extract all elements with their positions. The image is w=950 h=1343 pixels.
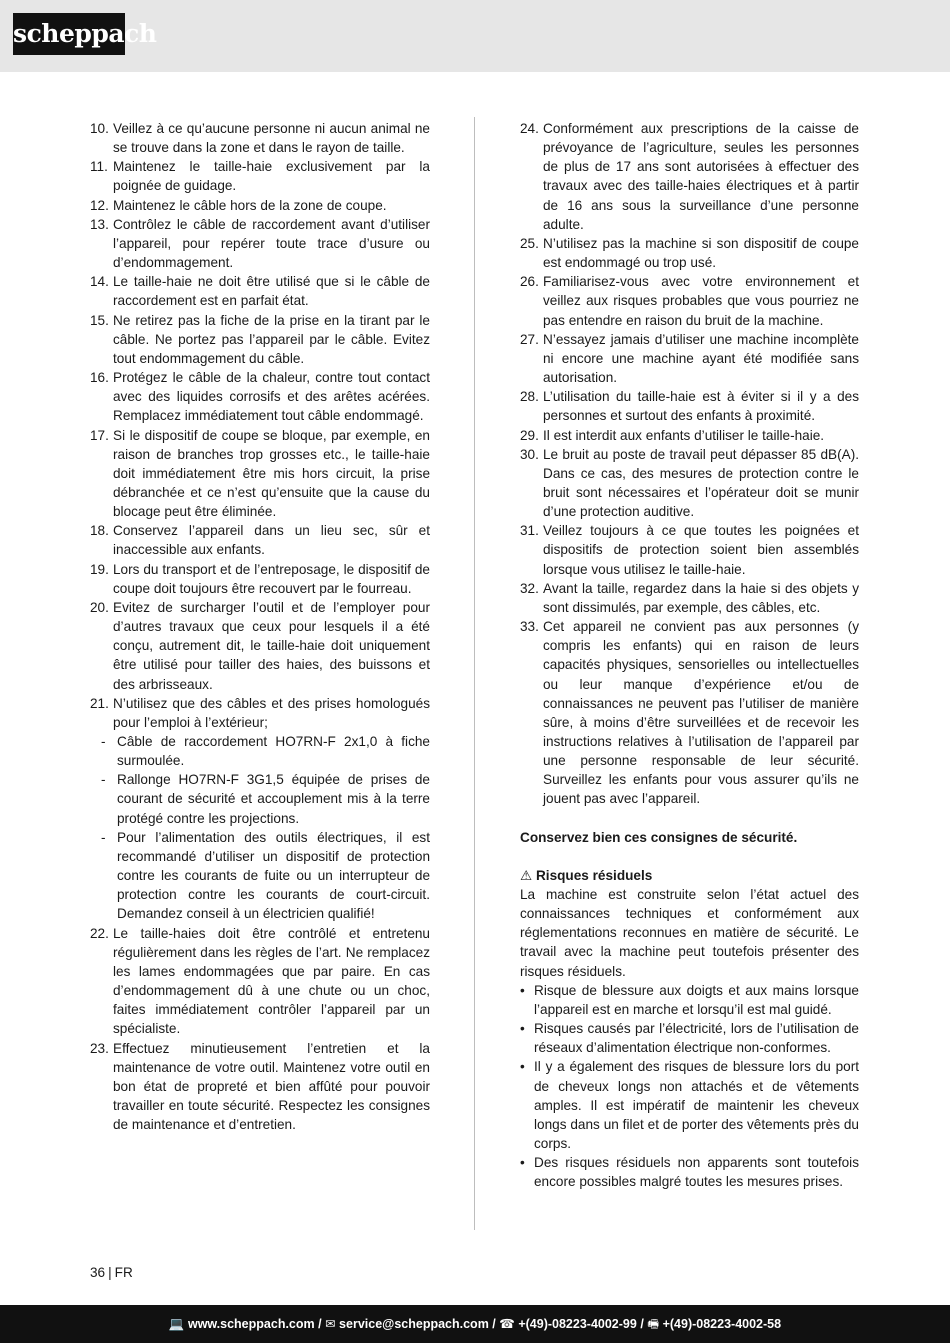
safety-list-item — [520, 521, 859, 578]
safety-list-item-text: Familiarisez-vous avec votre environnement et veillez aux risques probables que vous pourriez ne pas entendre en raison du bruit de la machine. — [543, 274, 859, 328]
safety-list-item — [520, 426, 859, 445]
safety-sub-item — [90, 770, 430, 827]
safety-list-item-marker: 25. — [520, 235, 539, 251]
safety-list-item-text: Contrôlez le câble de raccordement avant d’utiliser l’appareil, pour repérer toute trace d’usure ou d’endommagement. — [113, 216, 430, 271]
scheppach-logo: scheppach — [13, 13, 125, 55]
column-divider — [474, 117, 475, 1230]
safety-list-item-marker: 20. — [90, 599, 109, 615]
residual-risk-item-marker: • — [520, 1021, 525, 1037]
safety-list-item-marker: 22. — [90, 925, 109, 941]
safety-list-item-text: Ne retirez pas la fiche de la prise en la tirant par le câble. Ne portez pas l’appareil par le câble. Evitez tout endommagement du câble. — [113, 312, 430, 366]
residual-risk-item-text: Risque de blessure aux doigts et aux mains lorsque l’appareil est en marche et lorsqu’il est mal guidé. — [534, 982, 859, 1017]
keep-instructions-note: Conservez bien ces consignes de sécurité. — [520, 829, 798, 845]
residual-risk-item — [520, 981, 859, 1019]
safety-list-item-marker: 30. — [520, 446, 539, 462]
residual-risks-intro: La machine est construite selon l’état actuel des connaissances techniques et conformément aux réglementations reconnues en matière de sécurité. Le travail avec la machine peut toutefois présenter des risques résiduels. — [520, 886, 859, 979]
safety-list-item-text: Avant la taille, regardez dans la haie si des objets y sont dissimulés, par exemple, des câbles, etc. — [543, 580, 859, 615]
safety-list-item — [520, 234, 859, 272]
safety-list-item — [90, 196, 430, 215]
residual-risk-item-marker: • — [520, 1155, 525, 1171]
residual-risks-heading — [520, 866, 859, 885]
safety-list-item — [90, 694, 430, 732]
safety-list-item — [90, 1039, 430, 1135]
safety-list-item-marker: 32. — [520, 580, 539, 596]
safety-list-item-marker: 21. — [90, 695, 109, 711]
fax-icon: 🖷 — [647, 1317, 660, 1331]
safety-sub-item-marker: - — [101, 772, 106, 788]
page-number-separator: | — [108, 1265, 112, 1280]
footer-separator: / — [640, 1317, 644, 1331]
page-number-value: 36 — [90, 1265, 106, 1280]
safety-list-item — [90, 560, 430, 598]
safety-list-item-text: Le taille-haies doit être contrôlé et entretenu régulièrement dans les règles de l’art. Ne remplacez les lames endommagées que par paire. En cas d’endommagement dû à une chute ou un choc, faites immédiatement contrôler l’appareil par un spécialiste. — [113, 925, 430, 1037]
safety-list-item-marker: 15. — [90, 312, 109, 328]
residual-risk-item-marker: • — [520, 982, 525, 998]
mail-icon: ✉ — [325, 1317, 336, 1331]
safety-list-item-marker: 12. — [90, 197, 109, 213]
footer-fax: +(49)-08223-4002-58 — [662, 1317, 782, 1331]
safety-list-item — [520, 119, 859, 234]
safety-list-item-text: Maintenez le câble hors de la zone de coupe. — [113, 197, 387, 213]
safety-list-item — [520, 387, 859, 425]
safety-list-item-marker: 27. — [520, 331, 539, 347]
safety-list-item-marker: 23. — [90, 1040, 109, 1056]
residual-risk-item-text: Risques causés par l’électricité, lors de l’utilisation de réseaux d’alimentation électrique non-conformes. — [534, 1021, 859, 1056]
safety-list-item-text: Protégez le câble de la chaleur, contre tout contact avec des liquides corrosifs et des arêtes acérées. Remplacez immédiatement tout câble endommagé. — [113, 370, 430, 424]
safety-list-item-text: Cet appareil ne convient pas aux personnes (y compris les enfants) qui en raison de leurs capacités physiques, sensorielles ou intellectuelles ou leur manque d’expérience et/ou de connaissances ne peuvent pas l’utiliser de manière sûre, à moins d’être surveillées et de recevoir les instructions relatives à l’utilisation de l’appareil par une personne responsable de leur sécurité. Surveillez les enfants pour vous assurer qu’ils ne jouent pas avec l’appareil. — [543, 619, 859, 807]
safety-list-item-text: Evitez de surcharger l’outil et de l’employer pour d’autres travaux que ceux pour lesquels il a été conçu, autrement dit, le taille-haie doit uniquement être utilisé pour tailler des haies, des buissons et des arbrisseaux. — [113, 599, 430, 692]
safety-list-item-text: Si le dispositif de coupe se bloque, par exemple, en raison de branches trop grosses etc., le taille-haie doit immédiatement être mis hors circuit, la prise débranchée et ce n’est qu’ensuite que la cause du blocage peut être éliminée. — [113, 427, 430, 520]
safety-list-item-marker: 33. — [520, 619, 539, 635]
safety-list-item — [90, 426, 430, 522]
safety-list-item-text: Veillez à ce qu’aucune personne ni aucun animal ne se trouve dans la zone et dans le rayon de taille. — [113, 121, 430, 156]
safety-list-item-text: Maintenez le taille-haie exclusivement par la poignée de guidage. — [113, 159, 430, 194]
safety-list-item — [520, 272, 859, 329]
safety-list-item — [90, 272, 430, 310]
residual-risk-item-text: Des risques résiduels non apparents sont toutefois encore possibles malgré toutes les mesures prises. — [534, 1155, 859, 1190]
left-column — [90, 119, 430, 1134]
footer-phone[interactable]: +(49)-08223-4002-99 — [518, 1317, 637, 1331]
footer-separator: / — [318, 1317, 322, 1331]
page-number — [90, 1265, 133, 1280]
safety-list-item — [520, 617, 859, 809]
safety-list-item-text: N’utilisez pas la machine si son dispositif de coupe est endommagé ou trop usé. — [543, 235, 859, 271]
residual-risk-item-marker: • — [520, 1059, 525, 1075]
warning-icon: ⚠ — [520, 867, 533, 883]
residual-risk-item — [520, 1057, 859, 1153]
residual-risk-item — [520, 1153, 859, 1191]
safety-sub-item-marker: - — [101, 734, 106, 749]
safety-list-item-marker: 24. — [520, 121, 539, 136]
safety-sub-item-text: Câble de raccordement HO7RN-F 2x1,0 à fiche surmoulée. — [117, 734, 430, 769]
safety-list-item — [90, 368, 430, 425]
safety-list-item-marker: 10. — [90, 121, 109, 136]
safety-list-item-marker: 26. — [520, 274, 539, 290]
safety-list-item — [90, 924, 430, 1039]
safety-list-item — [90, 521, 430, 559]
safety-sub-item — [90, 828, 430, 924]
safety-list-item-text: Il est interdit aux enfants d’utiliser le taille-haie. — [543, 427, 825, 443]
safety-list-item-text: Lors du transport et de l’entreposage, le dispositif de coupe doit toujours être recouvert par le fourreau. — [113, 561, 430, 596]
safety-list-item-marker: 28. — [520, 389, 539, 405]
safety-list-item — [90, 598, 430, 694]
safety-sub-item-marker: - — [101, 829, 106, 845]
safety-list-item-marker: 29. — [520, 427, 539, 443]
safety-list-item-text: Le bruit au poste de travail peut dépasser 85 dB(A). Dans ce cas, des mesures de protection contre le bruit sont nécessaires et l’opérateur doit se munir d’une protection auditive. — [543, 446, 859, 520]
residual-risk-item — [520, 1019, 859, 1057]
safety-list-item — [520, 330, 859, 387]
safety-list-item — [90, 311, 430, 368]
safety-list-item-text: Effectuez minutieusement l’entretien et la maintenance de votre outil. Maintenez votre outil en bon état de propreté et bien affûté pour pouvoir travailler en toute sécurité. Respectez les consignes de maintenance et d’entretien. — [113, 1040, 430, 1133]
right-column — [520, 119, 859, 1191]
footer-separator: / — [492, 1317, 496, 1331]
page-header — [0, 0, 950, 72]
safety-list-item — [90, 157, 430, 195]
safety-list-item-text: Conformément aux prescriptions de la caisse de prévoyance de l’agriculture, seules les personnes de plus de 17 ans sont autorisées à effectuer des travaux avec des taille-haies électriques et à partir de 16 ans sous la surveillance d’une personne adulte. — [543, 121, 859, 232]
phone-icon: ☎ — [499, 1317, 515, 1331]
footer-website[interactable]: www.scheppach.com — [187, 1317, 315, 1331]
safety-list-item-marker: 16. — [90, 370, 109, 386]
computer-icon: 💻 — [168, 1317, 185, 1331]
safety-sub-item — [90, 732, 430, 770]
safety-list-item-marker: 11. — [90, 159, 108, 175]
safety-sub-item-text: Rallonge HO7RN-F 3G1,5 équipée de prises de courant de sécurité et accouplement mis à la terre protégé contre les projections. — [117, 772, 430, 826]
safety-list-item-marker: 19. — [90, 561, 109, 577]
safety-list-item-text: N’essayez jamais d’utiliser une machine incomplète ni encore une machine ayant été modifiée sans autorisation. — [543, 331, 859, 386]
safety-list-item-marker: 31. — [520, 523, 539, 539]
safety-list-item-marker: 13. — [90, 216, 109, 232]
page-language: FR — [114, 1265, 133, 1280]
safety-list-item — [90, 119, 430, 157]
safety-list-item-text: N’utilisez que des câbles et des prises homologués pour l’emploi à l’extérieur; — [113, 695, 430, 730]
safety-list-item — [90, 215, 430, 272]
footer-email[interactable]: service@scheppach.com — [339, 1317, 489, 1331]
safety-list-item — [520, 445, 859, 522]
safety-list-item-text: Conservez l’appareil dans un lieu sec, sûr et inaccessible aux enfants. — [113, 523, 430, 558]
safety-list-item-marker: 17. — [90, 427, 109, 443]
residual-risk-item-text: Il y a également des risques de blessure lors du port de cheveux longs non attachés et de vêtements amples. Il est impératif de maintenir les cheveux longs dans un filet et de porter des vêtements près du corps. — [534, 1059, 859, 1151]
safety-list-item-text: L’utilisation du taille-haie est à éviter si il y a des personnes et surtout des enfants à proximité. — [543, 389, 859, 424]
residual-risks-title: Risques résiduels — [535, 867, 653, 883]
safety-sub-item-text: Pour l’alimentation des outils électriques, il est recommandé d’utiliser un dispositif de protection contre les courants de fuite ou un interrupteur de protection contre les courants de court-circuit. Demandez conseil à un électricien qualifié! — [117, 829, 430, 922]
safety-list-item — [520, 579, 859, 617]
page-footer — [0, 1305, 950, 1343]
safety-list-item-marker: 18. — [90, 523, 109, 539]
safety-list-item-marker: 14. — [90, 274, 109, 290]
safety-list-item-text: Le taille-haie ne doit être utilisé que si le câble de raccordement est en parfait état. — [113, 274, 430, 309]
safety-list-item-text: Veillez toujours à ce que toutes les poignées et dispositifs de protection soient bien assemblés lorsque vous utilisez le taille-haie. — [543, 523, 859, 577]
